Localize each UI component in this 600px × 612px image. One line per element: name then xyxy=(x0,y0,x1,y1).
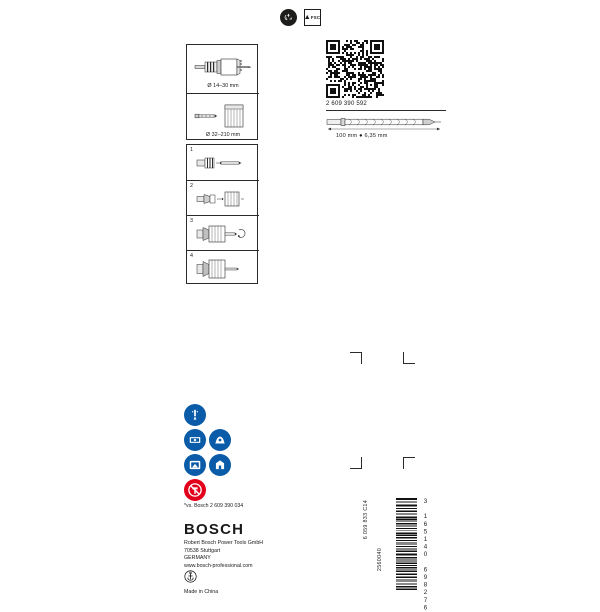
pictogram-plastic xyxy=(209,454,231,476)
anchor-icon xyxy=(184,570,197,583)
hole-saw-large-illustration xyxy=(187,101,259,131)
pictogram-row-4 xyxy=(184,479,254,501)
pictogram-row-3 xyxy=(184,454,254,476)
crop-mark-bottom-right xyxy=(403,457,415,469)
step-1 xyxy=(187,145,259,180)
company-country: GERMANY xyxy=(184,555,211,562)
diameter-row-small xyxy=(187,45,259,93)
crop-mark-top-left xyxy=(350,352,362,364)
assembly-steps-box xyxy=(186,144,258,284)
step-3-number: 3 xyxy=(190,218,193,224)
document-code-left: 2560040 xyxy=(377,548,383,572)
pictogram-plasterboard xyxy=(184,429,206,451)
bosch-logo: BOSCH xyxy=(184,521,245,538)
pictogram-group xyxy=(184,404,254,496)
step-4 xyxy=(187,250,259,286)
document-code-right: 6 059 833 C14 xyxy=(363,500,369,540)
qr-code[interactable] xyxy=(326,40,390,98)
fsc-icon xyxy=(304,9,321,26)
step-3 xyxy=(187,215,259,251)
barcode-bars xyxy=(396,498,417,590)
diameter-label-large: Ø 32–210 mm xyxy=(205,132,241,138)
step-2-number: 2 xyxy=(190,183,193,189)
diameter-label-small: Ø 14–30 mm xyxy=(207,83,239,89)
pictogram-row-1 xyxy=(184,404,254,426)
barcode xyxy=(396,498,430,612)
footnote: *vs. Bosch 2 609 390 034 xyxy=(184,503,244,509)
top-icon-row xyxy=(0,6,600,28)
product-dimensions: 100 mm ● 6,35 mm xyxy=(336,133,388,139)
made-in-label: Made in China xyxy=(184,589,219,595)
step-2-illustration xyxy=(195,186,255,212)
company-web[interactable]: www.bosch-professional.com xyxy=(184,563,253,570)
pictogram-metal-sheet xyxy=(184,454,206,476)
step-2 xyxy=(187,180,259,216)
pictogram-drill-wood xyxy=(184,404,206,426)
recycling-icon xyxy=(280,9,297,26)
step-3-illustration xyxy=(195,221,255,247)
pictogram-tiles xyxy=(209,429,231,451)
diameter-row-large xyxy=(187,93,259,142)
crop-mark-top-right xyxy=(403,352,415,364)
step-4-number: 4 xyxy=(190,253,193,259)
crop-mark-bottom-left xyxy=(350,457,362,469)
fsc-tree-glyph: ▲ xyxy=(303,13,311,21)
fsc-label: FSC xyxy=(310,14,321,20)
product-number: 2 609 390 592 xyxy=(326,101,367,107)
company-name: Robert Bosch Power Tools GmbH xyxy=(184,540,264,546)
product-divider xyxy=(326,110,446,111)
drill-bit-illustration xyxy=(326,113,448,131)
pictogram-row-2 xyxy=(184,429,254,451)
step-1-number: 1 xyxy=(190,147,193,153)
hole-saw-small-illustration xyxy=(187,52,259,82)
barcode-digits: 3 165140 698276 xyxy=(422,498,429,612)
qr-code-canvas xyxy=(326,40,390,98)
pictogram-no-hammer-drilling xyxy=(184,479,206,501)
company-postal: 70538 Stuttgart xyxy=(184,547,221,554)
company-address xyxy=(184,540,263,571)
step-1-illustration xyxy=(195,150,255,176)
step-4-illustration xyxy=(195,256,255,282)
diameter-box xyxy=(186,44,258,140)
